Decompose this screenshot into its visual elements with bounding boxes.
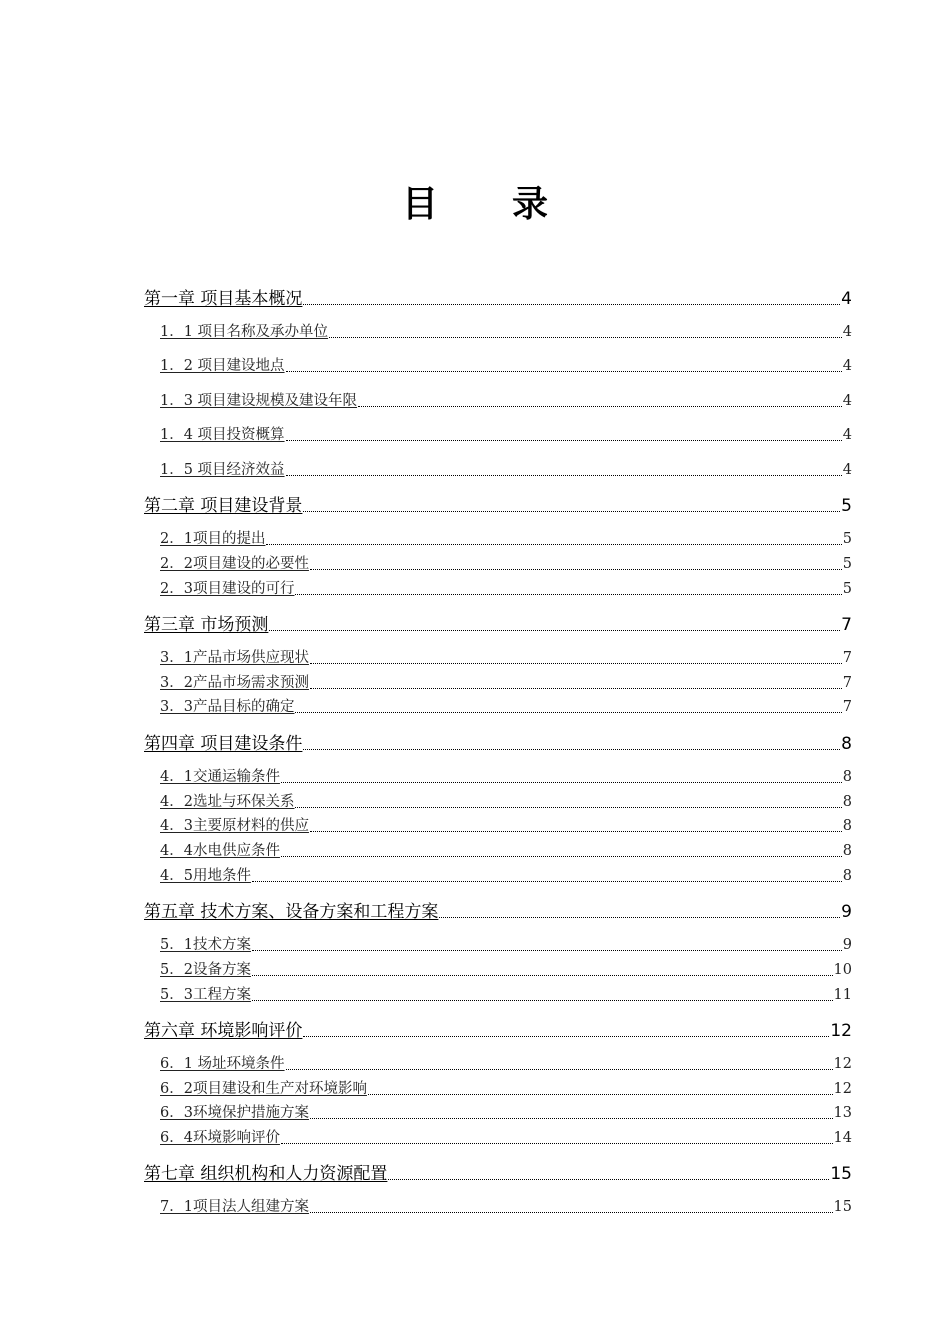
dot-leader bbox=[388, 1179, 829, 1180]
toc-label: 1．3 项目建设规模及建设年限 bbox=[160, 393, 358, 409]
dot-leader bbox=[303, 749, 840, 750]
toc-label: 1．1 项目名称及承办单位 bbox=[160, 324, 329, 340]
dot-leader bbox=[303, 511, 840, 512]
toc-chapter-3[interactable] bbox=[144, 610, 852, 635]
page-title bbox=[0, 176, 950, 227]
toc-label: 2．2项目建设的必要性 bbox=[160, 556, 309, 572]
dot-leader bbox=[281, 856, 842, 857]
dot-leader bbox=[286, 371, 842, 372]
toc-label: 第五章 技术方案、设备方案和工程方案 bbox=[144, 902, 439, 922]
toc-page-number: 8 bbox=[841, 734, 852, 754]
toc-section-4-1[interactable] bbox=[160, 765, 852, 786]
toc-page-number: 8 bbox=[842, 818, 852, 834]
dot-leader bbox=[252, 881, 842, 882]
toc-label: 7．1项目法人组建方案 bbox=[160, 1199, 309, 1215]
title-char-1: 目 bbox=[401, 184, 438, 225]
toc-label: 4．1交通运输条件 bbox=[160, 769, 280, 785]
dot-leader bbox=[368, 1094, 833, 1095]
toc-label: 6．4环境影响评价 bbox=[160, 1130, 280, 1146]
toc-page-number: 11 bbox=[833, 987, 852, 1003]
toc-page-number: 13 bbox=[833, 1105, 852, 1121]
dot-leader bbox=[439, 917, 840, 918]
toc-page-number: 8 bbox=[842, 769, 852, 785]
toc-page-number: 8 bbox=[842, 843, 852, 859]
toc-label: 5．2设备方案 bbox=[160, 962, 251, 978]
toc-label: 4．5用地条件 bbox=[160, 868, 251, 884]
toc-label: 第二章 项目建设背景 bbox=[144, 496, 303, 516]
toc-label: 6．3环境保护措施方案 bbox=[160, 1105, 309, 1121]
dot-leader bbox=[358, 406, 842, 407]
toc-label: 第六章 环境影响评价 bbox=[144, 1021, 303, 1041]
dot-leader bbox=[295, 807, 841, 808]
toc-page-number: 9 bbox=[842, 937, 852, 953]
toc-label: 4．4水电供应条件 bbox=[160, 843, 280, 859]
toc-section-4-3[interactable] bbox=[160, 814, 852, 835]
dot-leader bbox=[329, 337, 842, 338]
toc-label: 3．1产品市场供应现状 bbox=[160, 650, 309, 666]
dot-leader bbox=[266, 544, 841, 545]
toc-section-6-1[interactable] bbox=[160, 1052, 852, 1073]
dot-leader bbox=[281, 1143, 833, 1144]
toc-page-number: 12 bbox=[830, 1021, 852, 1041]
dot-leader bbox=[252, 975, 833, 976]
toc-label: 4．3主要原材料的供应 bbox=[160, 818, 309, 834]
title-char-2: 录 bbox=[512, 184, 549, 225]
toc-page-number: 4 bbox=[842, 427, 852, 443]
toc-chapter-6[interactable] bbox=[144, 1016, 852, 1041]
dot-leader bbox=[303, 1036, 829, 1037]
toc-label: 2．1项目的提出 bbox=[160, 531, 266, 547]
toc-label: 第三章 市场预测 bbox=[144, 615, 269, 635]
toc-page-number: 4 bbox=[842, 393, 852, 409]
toc-chapter-1[interactable] bbox=[144, 284, 852, 309]
dot-leader bbox=[286, 475, 842, 476]
toc-page-number: 4 bbox=[842, 358, 852, 374]
dot-leader bbox=[252, 950, 842, 951]
dot-leader bbox=[310, 1212, 833, 1213]
toc-section-4-2[interactable] bbox=[160, 790, 852, 811]
toc-page-number: 12 bbox=[833, 1081, 852, 1097]
dot-leader bbox=[286, 1069, 833, 1070]
dot-leader bbox=[295, 712, 841, 713]
toc-page-number: 10 bbox=[833, 962, 852, 978]
toc-label: 1．2 项目建设地点 bbox=[160, 358, 285, 374]
toc-label: 5．1技术方案 bbox=[160, 937, 251, 953]
toc-section-3-2[interactable] bbox=[160, 671, 852, 692]
toc-page-number: 5 bbox=[842, 581, 852, 597]
toc-section-1-1[interactable] bbox=[160, 320, 852, 341]
toc-section-3-1[interactable] bbox=[160, 646, 852, 667]
toc-page-number: 15 bbox=[830, 1164, 852, 1184]
toc-page-number: 7 bbox=[842, 650, 852, 666]
toc-section-1-4[interactable] bbox=[160, 423, 852, 444]
toc-page-number: 4 bbox=[842, 462, 852, 478]
toc-label: 第四章 项目建设条件 bbox=[144, 734, 303, 754]
toc-section-3-3[interactable] bbox=[160, 695, 852, 716]
dot-leader bbox=[286, 440, 842, 441]
toc-page-number: 7 bbox=[842, 675, 852, 691]
toc-section-5-1[interactable] bbox=[160, 933, 852, 954]
toc-page-number: 14 bbox=[833, 1130, 852, 1146]
toc-page-number: 5 bbox=[842, 531, 852, 547]
toc-page-number: 15 bbox=[833, 1199, 852, 1215]
toc-label: 6．1 场址环境条件 bbox=[160, 1056, 285, 1072]
toc-page-number: 5 bbox=[842, 556, 852, 572]
toc-section-7-1[interactable] bbox=[160, 1195, 852, 1216]
toc-page-number: 8 bbox=[842, 794, 852, 810]
toc-label: 1．5 项目经济效益 bbox=[160, 462, 285, 478]
dot-leader bbox=[295, 594, 841, 595]
toc-label: 4．2选址与环保关系 bbox=[160, 794, 295, 810]
dot-leader bbox=[281, 782, 842, 783]
toc-label: 6．2项目建设和生产对环境影响 bbox=[160, 1081, 367, 1097]
dot-leader bbox=[310, 663, 842, 664]
toc-label: 1．4 项目投资概算 bbox=[160, 427, 285, 443]
dot-leader bbox=[252, 1000, 833, 1001]
toc-label: 3．3产品目标的确定 bbox=[160, 699, 295, 715]
toc-chapter-5[interactable] bbox=[144, 897, 852, 922]
dot-leader bbox=[310, 569, 842, 570]
toc-section-5-3[interactable] bbox=[160, 983, 852, 1004]
dot-leader bbox=[310, 831, 842, 832]
toc-label: 3．2产品市场需求预测 bbox=[160, 675, 309, 691]
toc-section-4-4[interactable] bbox=[160, 839, 852, 860]
toc-label: 第一章 项目基本概况 bbox=[144, 289, 303, 309]
toc-chapter-7[interactable] bbox=[144, 1159, 852, 1184]
toc-chapter-4[interactable] bbox=[144, 729, 852, 754]
toc-page-number: 7 bbox=[842, 699, 852, 715]
toc-section-2-1[interactable] bbox=[160, 527, 852, 548]
toc-page-number: 4 bbox=[841, 289, 852, 309]
toc-section-1-2[interactable] bbox=[160, 354, 852, 375]
toc-page-number: 5 bbox=[841, 496, 852, 516]
dot-leader bbox=[310, 688, 842, 689]
toc-chapter-2[interactable] bbox=[144, 491, 852, 516]
dot-leader bbox=[269, 630, 840, 631]
toc-section-1-5[interactable] bbox=[160, 458, 852, 479]
toc-page-number: 4 bbox=[842, 324, 852, 340]
toc-section-1-3[interactable] bbox=[160, 389, 852, 410]
toc-section-6-4[interactable] bbox=[160, 1126, 852, 1147]
dot-leader bbox=[303, 304, 840, 305]
toc-page-number: 7 bbox=[841, 615, 852, 635]
toc-section-2-2[interactable] bbox=[160, 552, 852, 573]
toc-label: 5．3工程方案 bbox=[160, 987, 251, 1003]
toc-section-6-2[interactable] bbox=[160, 1077, 852, 1098]
toc-section-2-3[interactable] bbox=[160, 577, 852, 598]
toc-page-number: 9 bbox=[841, 902, 852, 922]
toc-section-4-5[interactable] bbox=[160, 864, 852, 885]
toc-page-number: 12 bbox=[833, 1056, 852, 1072]
toc-page-number: 8 bbox=[842, 868, 852, 884]
toc-section-5-2[interactable] bbox=[160, 958, 852, 979]
toc-label: 第七章 组织机构和人力资源配置 bbox=[144, 1164, 388, 1184]
toc-section-6-3[interactable] bbox=[160, 1101, 852, 1122]
dot-leader bbox=[310, 1118, 833, 1119]
toc-label: 2．3项目建设的可行 bbox=[160, 581, 295, 597]
